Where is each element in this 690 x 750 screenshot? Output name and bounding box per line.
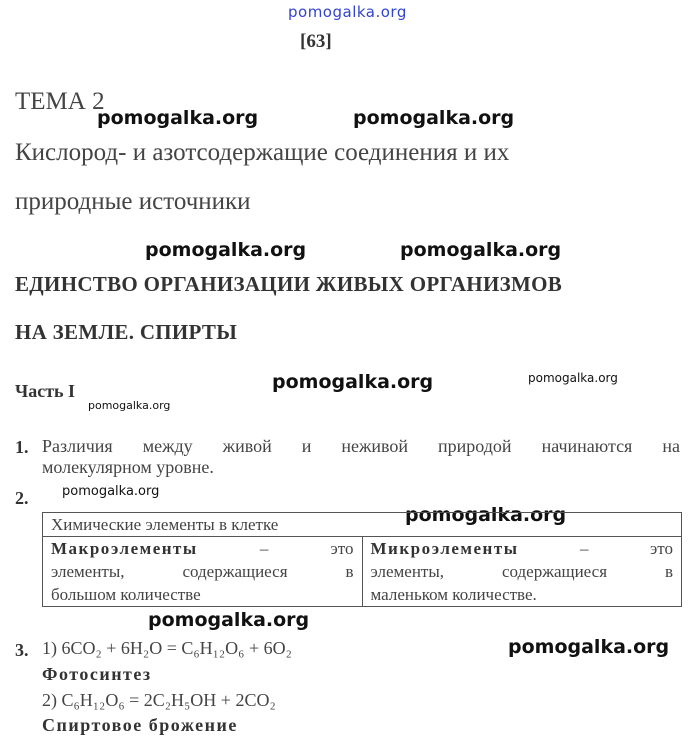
item-1-number: 1.	[15, 437, 29, 457]
word: это	[330, 539, 354, 558]
watermark: pomogalka.org	[528, 371, 618, 385]
equation-2-name: Спиртовое брожение	[42, 715, 238, 735]
watermark: pomogalka.org	[62, 484, 160, 499]
word: начинаются	[541, 436, 633, 456]
macro-line-1	[51, 537, 354, 560]
item-1-line-2: молекулярном уровне.	[42, 457, 214, 477]
macro-cell	[43, 537, 363, 607]
word: и	[301, 436, 312, 456]
watermark-top: pomogalka.org	[288, 3, 407, 21]
macro-line-2	[51, 560, 354, 583]
watermark: pomogalka.org	[97, 107, 259, 129]
micro-line-3: маленьком количестве.	[370, 585, 537, 604]
micro-cell	[362, 537, 682, 607]
word: на	[662, 436, 680, 456]
word: природой	[438, 436, 512, 456]
heading-line-2: НА ЗЕМЛЕ. СПИРТЫ	[15, 320, 238, 344]
elements-table	[42, 512, 682, 607]
watermark: pomogalka.org	[145, 239, 307, 261]
subtitle-line-1: Кислород- и азотсодержащие соединения и их	[15, 139, 510, 166]
word: Различия	[42, 436, 113, 456]
watermark: pomogalka.org	[405, 504, 567, 526]
watermark: pomogalka.org	[353, 107, 515, 129]
micro-term: Микроэлементы	[370, 539, 519, 558]
word: –	[579, 539, 589, 558]
word: содержащиеся	[182, 562, 288, 581]
word: между	[142, 436, 193, 456]
word: живой	[222, 436, 272, 456]
tema-label: ТЕМА 2	[15, 88, 105, 115]
watermark: pomogalka.org	[148, 609, 310, 631]
word: в	[345, 562, 354, 581]
word: это	[649, 539, 673, 558]
micro-line-2	[371, 560, 674, 583]
item-3-number: 3.	[15, 640, 29, 660]
micro-line-1	[371, 537, 674, 560]
table-header: Химические элементы в клетке	[43, 513, 682, 537]
watermark: pomogalka.org	[508, 636, 670, 658]
item-1-text	[42, 436, 680, 478]
word: элементы,	[370, 562, 445, 581]
subtitle-line-2: природные источники	[15, 188, 251, 215]
word: в	[664, 562, 673, 581]
macro-term: Макроэлементы	[51, 539, 198, 558]
item-1-line-1	[42, 436, 680, 457]
word: содержащиеся	[501, 562, 608, 581]
word: элементы,	[51, 562, 125, 581]
watermark: pomogalka.org	[88, 399, 171, 412]
equation-1-name: Фотосинтез	[42, 664, 152, 684]
watermark: pomogalka.org	[272, 371, 434, 393]
word: неживой	[341, 436, 409, 456]
word: –	[259, 539, 269, 558]
equation-2: 2) C₆H₁₂O₆ = 2C₂H₅OH + 2CO₂	[42, 690, 276, 710]
page-number: [63]	[300, 31, 332, 52]
heading-line-1: ЕДИНСТВО ОРГАНИЗАЦИИ ЖИВЫХ ОРГАНИЗМОВ	[15, 272, 563, 296]
item-2-number: 2.	[15, 488, 29, 508]
part-label: Часть I	[15, 381, 76, 401]
equation-1: 1) 6CO₂ + 6H₂O = C₆H₁₂O₆ + 6O₂	[42, 638, 292, 658]
watermark: pomogalka.org	[400, 239, 562, 261]
macro-line-3: большом количестве	[51, 585, 201, 604]
